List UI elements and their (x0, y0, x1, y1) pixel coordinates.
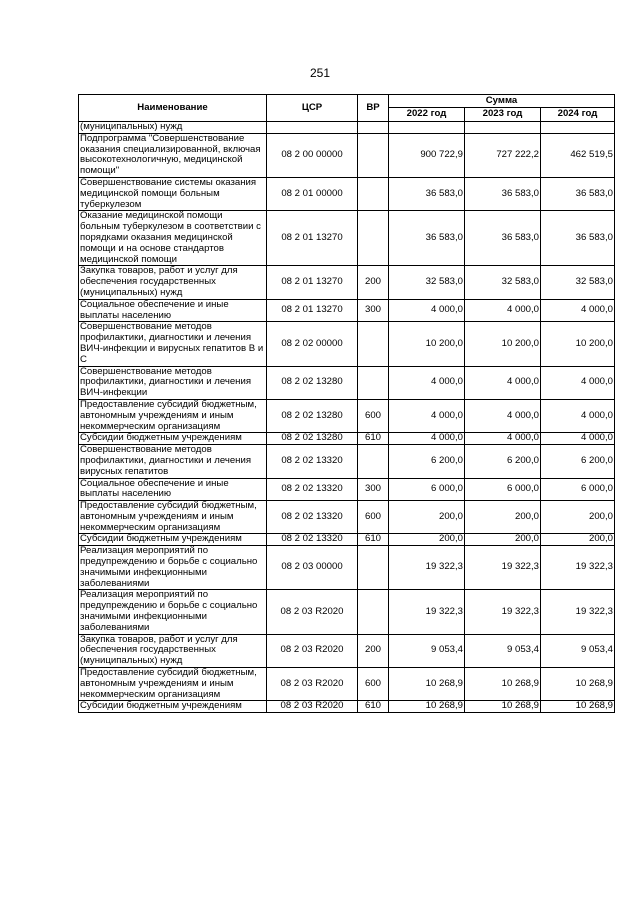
cell-2024: 200,0 (541, 501, 615, 534)
header-year-2023: 2023 год (465, 108, 541, 122)
cell-csr: 08 2 01 13270 (267, 299, 358, 322)
cell-name: Субсидии бюджетным учреждениям (79, 701, 267, 713)
cell-csr: 08 2 01 00000 (267, 177, 358, 210)
cell-2024: 4 000,0 (541, 299, 615, 322)
table-row (79, 534, 615, 546)
cell-2024: 4 000,0 (541, 366, 615, 399)
cell-vr (358, 322, 389, 366)
cell-2024: 6 000,0 (541, 478, 615, 501)
cell-2023: 4 000,0 (465, 433, 541, 445)
cell-vr: 300 (358, 299, 389, 322)
table-row (79, 445, 615, 478)
table-row (79, 399, 615, 432)
cell-vr (358, 366, 389, 399)
cell-2022: 36 583,0 (389, 177, 465, 210)
cell-2022: 10 200,0 (389, 322, 465, 366)
cell-2024: 19 322,3 (541, 590, 615, 634)
cell-csr: 08 2 03 R2020 (267, 590, 358, 634)
cell-name: Социальное обеспечение и иные выплаты населению (79, 478, 267, 501)
cell-csr: 08 2 02 13320 (267, 534, 358, 546)
cell-csr (267, 122, 358, 134)
cell-2022: 4 000,0 (389, 366, 465, 399)
cell-vr: 610 (358, 433, 389, 445)
cell-csr: 08 2 02 13320 (267, 501, 358, 534)
cell-2022: 19 322,3 (389, 590, 465, 634)
cell-2023: 6 000,0 (465, 478, 541, 501)
cell-name: Совершенствование системы оказания медицинской помощи больным туберкулезом (79, 177, 267, 210)
table-row (79, 501, 615, 534)
cell-csr: 08 2 02 13280 (267, 399, 358, 432)
cell-vr: 200 (358, 634, 389, 667)
cell-2023: 9 053,4 (465, 634, 541, 667)
cell-name: Социальное обеспечение и иные выплаты населению (79, 299, 267, 322)
cell-vr (358, 445, 389, 478)
cell-name: Реализация мероприятий по предупреждению и борьбе с социально значимыми инфекционными заболеваниями (79, 590, 267, 634)
cell-2022: 200,0 (389, 501, 465, 534)
table-row (79, 546, 615, 590)
table-row (79, 266, 615, 299)
cell-2023: 36 583,0 (465, 177, 541, 210)
cell-vr: 610 (358, 701, 389, 713)
cell-name: Реализация мероприятий по предупреждению и борьбе с социально значимыми инфекционными заболеваниями (79, 546, 267, 590)
header-name: Наименование (79, 95, 267, 122)
cell-vr: 200 (358, 266, 389, 299)
cell-2022 (389, 122, 465, 134)
cell-name: Закупка товаров, работ и услуг для обеспечения государственных (муниципальных) нужд (79, 634, 267, 667)
table-row (79, 122, 615, 134)
table-row (79, 668, 615, 701)
table-row (79, 634, 615, 667)
cell-2023: 10 268,9 (465, 668, 541, 701)
table-header (79, 95, 615, 122)
cell-2023: 10 268,9 (465, 701, 541, 713)
cell-2022: 4 000,0 (389, 433, 465, 445)
cell-2023: 200,0 (465, 534, 541, 546)
cell-2022: 6 000,0 (389, 478, 465, 501)
cell-vr (358, 133, 389, 177)
table-row (79, 211, 615, 266)
cell-2022: 32 583,0 (389, 266, 465, 299)
table-row (79, 590, 615, 634)
cell-csr: 08 2 01 13270 (267, 211, 358, 266)
cell-2023: 10 200,0 (465, 322, 541, 366)
cell-2024: 36 583,0 (541, 177, 615, 210)
cell-csr: 08 2 02 13280 (267, 433, 358, 445)
cell-csr: 08 2 02 13320 (267, 478, 358, 501)
cell-name: Предоставление субсидий бюджетным, автономным учреждениям и иным некоммерческим организациям (79, 668, 267, 701)
table-row (79, 322, 615, 366)
table-row (79, 133, 615, 177)
cell-2022: 4 000,0 (389, 299, 465, 322)
cell-vr: 600 (358, 399, 389, 432)
cell-vr: 300 (358, 478, 389, 501)
cell-csr: 08 2 02 00000 (267, 322, 358, 366)
cell-2024 (541, 122, 615, 134)
cell-vr (358, 211, 389, 266)
cell-csr: 08 2 02 13280 (267, 366, 358, 399)
cell-csr: 08 2 00 00000 (267, 133, 358, 177)
cell-vr: 600 (358, 501, 389, 534)
cell-2024: 4 000,0 (541, 433, 615, 445)
cell-name: Совершенствование методов профилактики, диагностики и лечения ВИЧ-инфекции и вирусных гепатитов В и С (79, 322, 267, 366)
cell-2024: 10 268,9 (541, 668, 615, 701)
cell-2024: 10 268,9 (541, 701, 615, 713)
cell-vr (358, 122, 389, 134)
cell-2024: 9 053,4 (541, 634, 615, 667)
header-csr: ЦСР (267, 95, 358, 122)
cell-2023: 32 583,0 (465, 266, 541, 299)
table-row (79, 478, 615, 501)
cell-csr: 08 2 03 R2020 (267, 701, 358, 713)
header-sum: Сумма (389, 95, 615, 108)
cell-2022: 900 722,9 (389, 133, 465, 177)
cell-name: Субсидии бюджетным учреждениям (79, 534, 267, 546)
cell-csr: 08 2 03 R2020 (267, 634, 358, 667)
cell-2024: 4 000,0 (541, 399, 615, 432)
cell-2022: 10 268,9 (389, 701, 465, 713)
cell-name: Подпрограмма "Совершенствование оказания специализированной, включая высокотехнологичную, медицинской помощи" (79, 133, 267, 177)
cell-2024: 36 583,0 (541, 211, 615, 266)
cell-2023: 200,0 (465, 501, 541, 534)
cell-2023: 36 583,0 (465, 211, 541, 266)
cell-name: Совершенствование методов профилактики, диагностики и лечения ВИЧ-инфекции (79, 366, 267, 399)
cell-name: Предоставление субсидий бюджетным, автономным учреждениям и иным некоммерческим организациям (79, 399, 267, 432)
cell-2023: 4 000,0 (465, 399, 541, 432)
cell-2024: 462 519,5 (541, 133, 615, 177)
cell-csr: 08 2 03 00000 (267, 546, 358, 590)
cell-csr: 08 2 01 13270 (267, 266, 358, 299)
cell-2022: 9 053,4 (389, 634, 465, 667)
table-row (79, 701, 615, 713)
cell-csr: 08 2 03 R2020 (267, 668, 358, 701)
cell-2022: 36 583,0 (389, 211, 465, 266)
cell-2023 (465, 122, 541, 134)
cell-name: Субсидии бюджетным учреждениям (79, 433, 267, 445)
budget-table (78, 94, 615, 713)
cell-2023: 6 200,0 (465, 445, 541, 478)
cell-name: Предоставление субсидий бюджетным, автономным учреждениям и иным некоммерческим организациям (79, 501, 267, 534)
table-row (79, 177, 615, 210)
cell-2023: 727 222,2 (465, 133, 541, 177)
table-row (79, 433, 615, 445)
cell-2024: 200,0 (541, 534, 615, 546)
cell-csr: 08 2 02 13320 (267, 445, 358, 478)
cell-2024: 19 322,3 (541, 546, 615, 590)
cell-2022: 6 200,0 (389, 445, 465, 478)
header-year-2022: 2022 год (389, 108, 465, 122)
cell-2023: 4 000,0 (465, 299, 541, 322)
page-number: 251 (309, 66, 331, 80)
table-row (79, 299, 615, 322)
cell-2023: 19 322,3 (465, 590, 541, 634)
cell-name: Совершенствование методов профилактики, диагностики и лечения вирусных гепатитов (79, 445, 267, 478)
header-year-2024: 2024 год (541, 108, 615, 122)
cell-vr (358, 177, 389, 210)
cell-vr: 600 (358, 668, 389, 701)
cell-2022: 19 322,3 (389, 546, 465, 590)
cell-vr: 610 (358, 534, 389, 546)
cell-name: Закупка товаров, работ и услуг для обеспечения государственных (муниципальных) нужд (79, 266, 267, 299)
cell-2022: 4 000,0 (389, 399, 465, 432)
cell-2022: 200,0 (389, 534, 465, 546)
cell-vr (358, 546, 389, 590)
header-vr: ВР (358, 95, 389, 122)
cell-2024: 10 200,0 (541, 322, 615, 366)
cell-2024: 6 200,0 (541, 445, 615, 478)
cell-name: Оказание медицинской помощи больным туберкулезом в соответствии с порядками оказания медицинской помощи и на основе стандартов медицинской помощи (79, 211, 267, 266)
cell-2023: 4 000,0 (465, 366, 541, 399)
cell-2022: 10 268,9 (389, 668, 465, 701)
cell-2023: 19 322,3 (465, 546, 541, 590)
table-body (79, 122, 615, 713)
cell-vr (358, 590, 389, 634)
cell-2024: 32 583,0 (541, 266, 615, 299)
table-row (79, 366, 615, 399)
cell-name: (муниципальных) нужд (79, 122, 267, 134)
